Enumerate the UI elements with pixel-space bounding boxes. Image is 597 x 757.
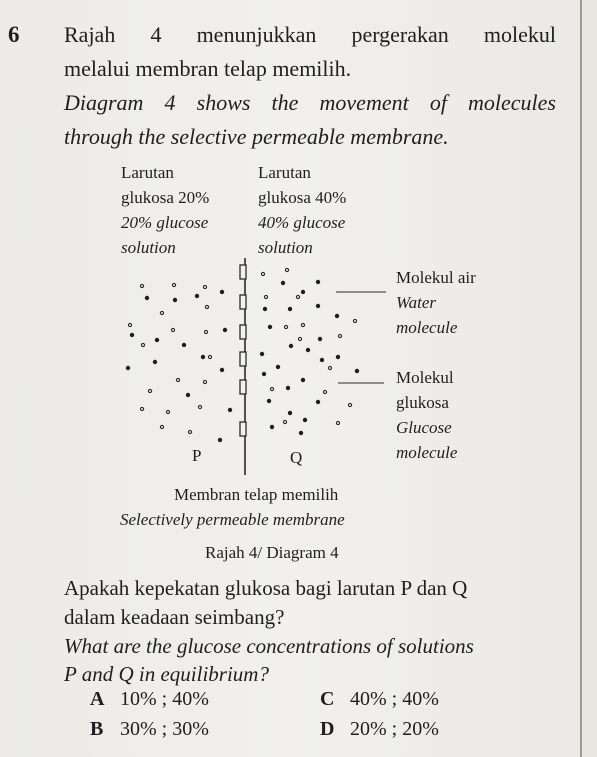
option-b-letter: B [90, 718, 104, 740]
glucose-molecule [130, 333, 134, 337]
water-molecule [160, 311, 163, 314]
glucose-molecule [220, 290, 224, 294]
membrane-pore [240, 265, 246, 279]
glucose-molecule [228, 408, 232, 412]
question-english-line-2: through the selective permeable membrane. [64, 124, 449, 149]
membrane-pore [240, 352, 246, 366]
question-malay-line-1: Rajah 4 menunjukkan pergerakan molekul [64, 22, 556, 47]
water-molecule [171, 328, 174, 331]
option-a-letter: A [90, 688, 105, 710]
glucose-molecule [173, 298, 177, 302]
glucose-molecule [267, 399, 271, 403]
water-label-english-1: Water [396, 293, 436, 312]
water-molecule [328, 366, 331, 369]
glucose-molecule [276, 365, 280, 369]
water-molecule [284, 325, 287, 328]
right-solution-malay-2: glukosa 40% [258, 188, 347, 207]
water-molecule [338, 334, 341, 337]
water-molecule [336, 421, 339, 424]
right-solution-malay-1: Larutan [258, 163, 311, 182]
prompt-malay-line-1: Apakah kepekatan glukosa bagi larutan P dan Q [64, 576, 468, 600]
water-molecule [176, 378, 179, 381]
water-molecule [140, 284, 143, 287]
glucose-molecule [195, 294, 199, 298]
water-molecule [203, 285, 206, 288]
glucose-molecule [262, 372, 266, 376]
glucose-molecule [201, 355, 205, 359]
water-molecules [128, 268, 356, 433]
left-solution-english-1: 20% glucose [121, 213, 209, 232]
water-molecule [140, 407, 143, 410]
question-number: 6 [8, 22, 20, 47]
glucose-molecule [218, 438, 222, 442]
water-molecule [270, 387, 273, 390]
prompt-english-line-2: P and Q in equilibrium? [64, 662, 269, 686]
question-malay-line-2: melalui membran telap memilih. [64, 56, 352, 81]
water-molecule [264, 295, 267, 298]
water-molecule [301, 323, 304, 326]
glucose-molecule [155, 338, 159, 342]
option-a-text: 10% ; 40% [120, 688, 209, 710]
membrane-pore [240, 380, 246, 394]
glucose-molecule [270, 425, 274, 429]
left-solution-malay-1: Larutan [121, 163, 174, 182]
membrane-pore [240, 422, 246, 436]
glucose-molecule [268, 325, 272, 329]
glucose-molecule [288, 307, 292, 311]
membrane-label-english: Selectively permeable membrane [120, 510, 345, 529]
glucose-label-english-1: Glucose [396, 418, 452, 437]
membrane-pore [240, 295, 246, 309]
glucose-molecule [281, 281, 285, 285]
prompt-english-line-1: What are the glucose concentrations of solutions [64, 634, 474, 658]
water-molecule [205, 305, 208, 308]
water-molecule [285, 268, 288, 271]
glucose-molecule [288, 411, 292, 415]
diagram-caption: Rajah 4/ Diagram 4 [205, 543, 339, 562]
glucose-label-english-2: molecule [396, 443, 458, 462]
option-d-letter: D [320, 718, 335, 740]
water-molecule [141, 343, 144, 346]
glucose-molecule [263, 307, 267, 311]
glucose-molecule [153, 360, 157, 364]
glucose-molecule [286, 386, 290, 390]
glucose-molecule [316, 280, 320, 284]
glucose-molecule [303, 418, 307, 422]
option-c[interactable] [320, 688, 439, 711]
water-molecule [203, 380, 206, 383]
glucose-label-malay-2: glukosa [396, 393, 449, 412]
glucose-molecule [223, 328, 227, 332]
glucose-molecule [220, 368, 224, 372]
water-molecule [353, 319, 356, 322]
glucose-molecule [318, 337, 322, 341]
water-molecule [298, 337, 301, 340]
question-english-line-1: Diagram 4 shows the movement of molecules [64, 90, 556, 115]
water-molecule [166, 410, 169, 413]
glucose-molecule [260, 352, 264, 356]
water-molecule [323, 390, 326, 393]
prompt-malay-line-2: dalam keadaan seimbang? [64, 605, 285, 629]
glucose-molecule [299, 431, 303, 435]
glucose-molecule [316, 400, 320, 404]
water-molecule [348, 403, 351, 406]
option-a[interactable] [90, 688, 209, 711]
glucose-molecule [320, 358, 324, 362]
water-label-malay: Molekul air [396, 268, 476, 287]
water-molecule [261, 272, 264, 275]
glucose-molecule [355, 369, 359, 373]
option-b[interactable] [90, 718, 209, 741]
water-molecule [204, 330, 207, 333]
right-solution-english-1: 40% glucose [258, 213, 346, 232]
left-solution-english-2: solution [121, 238, 176, 257]
glucose-label-malay: Molekul [396, 368, 454, 387]
water-molecule [188, 430, 191, 433]
glucose-molecule [126, 366, 130, 370]
water-molecule [198, 405, 201, 408]
water-molecule [160, 425, 163, 428]
glucose-molecule [335, 314, 339, 318]
option-b-text: 30% ; 30% [120, 718, 209, 740]
glucose-molecule [301, 378, 305, 382]
glucose-molecule [145, 296, 149, 300]
glucose-molecule [316, 304, 320, 308]
water-molecule [208, 355, 211, 358]
glucose-molecule [301, 290, 305, 294]
water-molecule [148, 389, 151, 392]
left-solution-malay-2: glukosa 20% [121, 188, 210, 207]
option-c-text: 40% ; 40% [350, 688, 439, 710]
water-molecule [172, 283, 175, 286]
water-molecule [128, 323, 131, 326]
glucose-molecule [182, 343, 186, 347]
glucose-molecule [289, 344, 293, 348]
glucose-molecule [186, 393, 190, 397]
option-c-letter: C [320, 688, 335, 710]
side-label-p: P [192, 446, 202, 465]
side-label-q: Q [290, 448, 303, 467]
water-molecule [283, 420, 286, 423]
water-molecule [296, 295, 299, 298]
glucose-molecule [336, 355, 340, 359]
option-d-text: 20% ; 20% [350, 718, 439, 740]
right-solution-english-2: solution [258, 238, 313, 257]
membrane-label-malay: Membran telap memilih [174, 485, 339, 504]
water-label-english-2: molecule [396, 318, 458, 337]
membrane-pore [240, 325, 246, 339]
option-d[interactable] [320, 718, 439, 741]
glucose-molecule [306, 348, 310, 352]
